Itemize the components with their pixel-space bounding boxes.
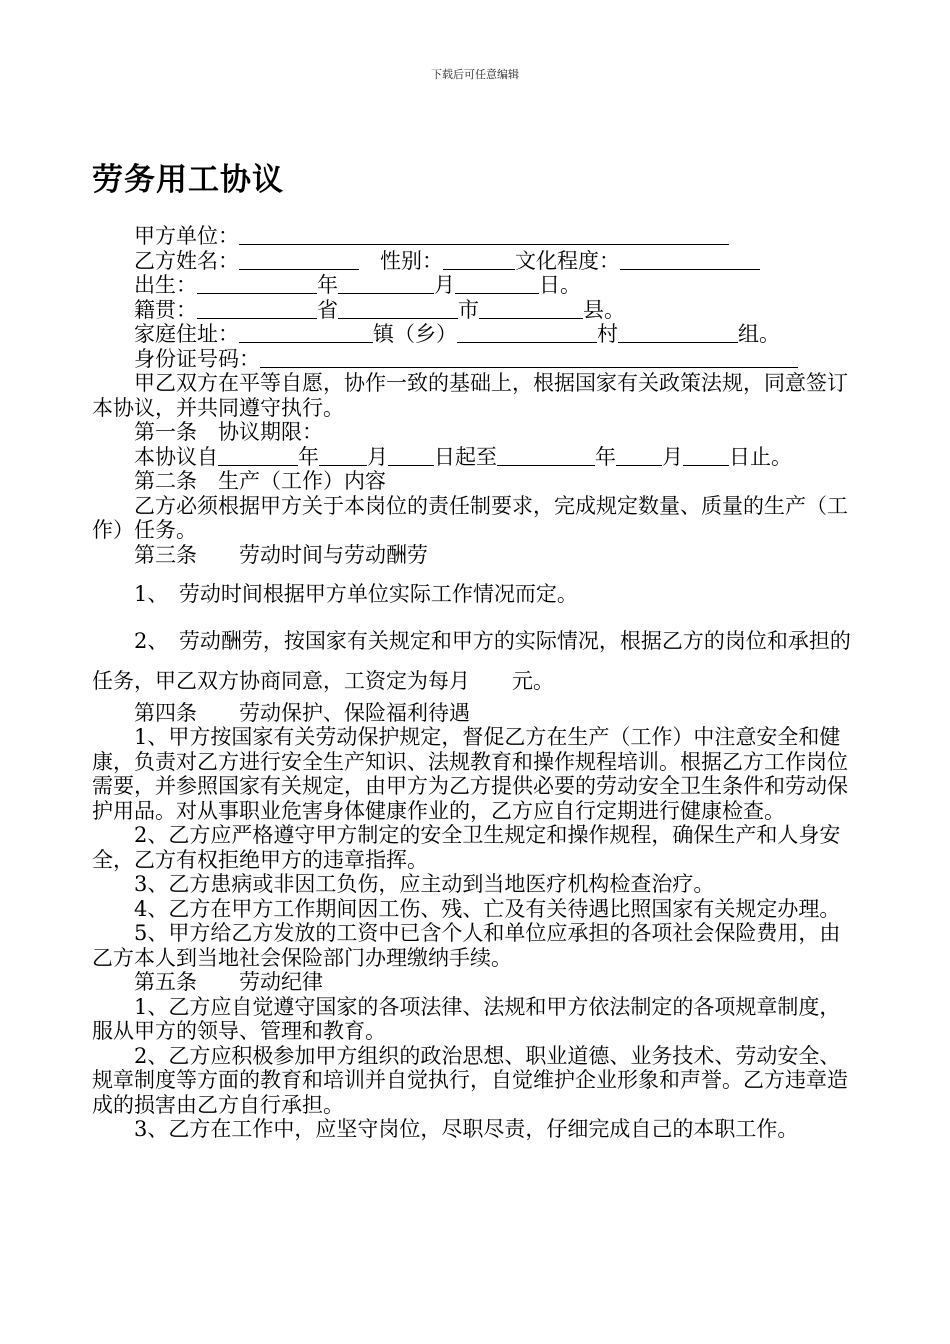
province-label: 省 [317, 297, 338, 322]
term-month-label: 月 [367, 444, 388, 469]
article4-heading: 第四条 劳动保护、保险福利待遇 [134, 700, 470, 725]
province-blank[interactable] [197, 299, 317, 319]
article4-item5: 5、甲方给乙方发放的工资中已含个人和单位应承担的各项社会保险费用，由乙方本人到当地社会保险部门办理缴纳手续。 [92, 921, 841, 970]
county-label: 县。 [583, 297, 625, 322]
education-blank[interactable] [620, 250, 760, 270]
header-note: 下载后可任意编辑 [431, 68, 519, 81]
birth-year-label: 年 [317, 273, 338, 297]
party-b-name-blank[interactable] [239, 250, 359, 270]
birth-year-blank[interactable] [197, 274, 317, 294]
native-place-label: 籍贯： [134, 297, 197, 322]
term-end-year-blank[interactable] [497, 446, 595, 466]
county-blank[interactable] [479, 299, 583, 319]
article1-heading: 第一条 协议期限： [134, 420, 323, 444]
group-label: 组。 [738, 322, 780, 346]
article5-item1: 1、乙方应自觉遵守国家的各项法律、法规和甲方依法制定的各项规章制度，服从甲方的领导、管理和教育。 [92, 994, 841, 1043]
article4-item4: 4、乙方在甲方工作期间因工伤、残、亡及有关待遇比照国家有关规定办理。 [134, 896, 841, 921]
birth-month-label: 月 [434, 273, 455, 297]
article3-item2: 2、 劳动酬劳，按国家有关规定和甲方的实际情况，根据乙方的岗位和承担的任务，甲乙双方协商同意，工资定为每月 元。 [92, 628, 851, 693]
party-b-name-label: 乙方姓名： [134, 248, 239, 273]
village-label: 村 [597, 322, 618, 346]
term-start-year-blank[interactable] [218, 446, 298, 466]
town-label: 镇（乡） [373, 322, 457, 346]
article2-heading: 第二条 生产（工作）内容 [134, 469, 386, 493]
article1-term-line [92, 445, 860, 470]
term-end-month-blank[interactable] [616, 446, 662, 466]
term-prefix: 本协议自 [134, 444, 218, 469]
term-start-month-blank[interactable] [319, 446, 367, 466]
article5-heading: 第五条 劳动纪律 [134, 970, 323, 994]
document-body [92, 224, 860, 1142]
party-a-unit-line [92, 224, 860, 249]
id-number-label: 身份证号码： [134, 346, 260, 371]
term-mid-label: 日起至 [434, 444, 497, 469]
city-label: 市 [458, 297, 479, 322]
city-blank[interactable] [338, 299, 458, 319]
id-number-blank[interactable] [260, 348, 798, 368]
article5-item3: 3、乙方在工作中，应坚守岗位，尽职尽责，仔细完成自己的本职工作。 [134, 1117, 799, 1141]
group-blank[interactable] [618, 323, 738, 343]
term-start-day-blank[interactable] [388, 446, 434, 466]
birth-month-blank[interactable] [338, 274, 434, 294]
town-blank[interactable] [239, 323, 373, 343]
term-end-label: 日止。 [729, 444, 792, 469]
article4-item3: 3、乙方患病或非因工负伤，应主动到当地医疗机构检查治疗。 [134, 872, 715, 896]
intro-paragraph: 甲乙双方在平等自愿，协作一致的基础上，根据国家有关政策法规，同意签订本协议，并共同遵守执行。 [92, 371, 848, 420]
home-address-label: 家庭住址： [134, 322, 239, 346]
id-number-line [92, 347, 860, 372]
term-year2-label: 年 [595, 444, 616, 469]
article3-heading: 第三条 劳动时间与劳动酬劳 [134, 542, 428, 567]
party-b-name-line [92, 249, 860, 274]
document-title: 劳务用工协议 [92, 162, 284, 198]
party-a-unit-blank[interactable] [239, 225, 729, 245]
gender-blank[interactable] [443, 250, 515, 270]
village-blank[interactable] [457, 323, 597, 343]
article4-item1: 1、甲方按国家有关劳动保护规定，督促乙方在生产（工作）中注意安全和健康，负责对乙方进行安全生产知识、法规教育和操作规程培训。根据乙方工作岗位需要，并参照国家有关规定，由甲方为乙方提供必要的劳动安全卫生条件和劳动保护用品。对从事职业危害身体健康作业的，乙方应自行定期进行健康检查。 [92, 725, 848, 823]
education-label: 文化程度： [515, 248, 620, 273]
party-a-unit-label: 甲方单位： [134, 224, 239, 248]
birth-day-label: 日。 [539, 273, 581, 297]
article5-item2: 2、乙方应积极参加甲方组织的政治思想、职业道德、业务技术、劳动安全、规章制度等方面的教育和培训并自觉执行，自觉维护企业形象和声誉。乙方违章造成的损害由乙方自行承担。 [92, 1043, 848, 1117]
birth-line [92, 273, 860, 298]
article3-item1: 1、 劳动时间根据甲方单位实际工作情况而定。 [134, 582, 578, 606]
article2-text: 乙方必须根据甲方关于本岗位的责任制要求，完成规定数量、质量的生产（工作）任务。 [92, 493, 848, 542]
birth-label: 出生： [134, 273, 197, 297]
native-place-line [92, 298, 860, 323]
article4-item2: 2、乙方应严格遵守甲方制定的安全卫生规定和操作规程，确保生产和人身安全，乙方有权拒绝甲方的违章指挥。 [92, 823, 841, 872]
birth-day-blank[interactable] [455, 274, 539, 294]
term-end-day-blank[interactable] [683, 446, 729, 466]
home-address-line [92, 322, 860, 347]
term-month2-label: 月 [662, 444, 683, 469]
term-year-label: 年 [298, 444, 319, 469]
gender-label: 性别： [380, 248, 443, 273]
